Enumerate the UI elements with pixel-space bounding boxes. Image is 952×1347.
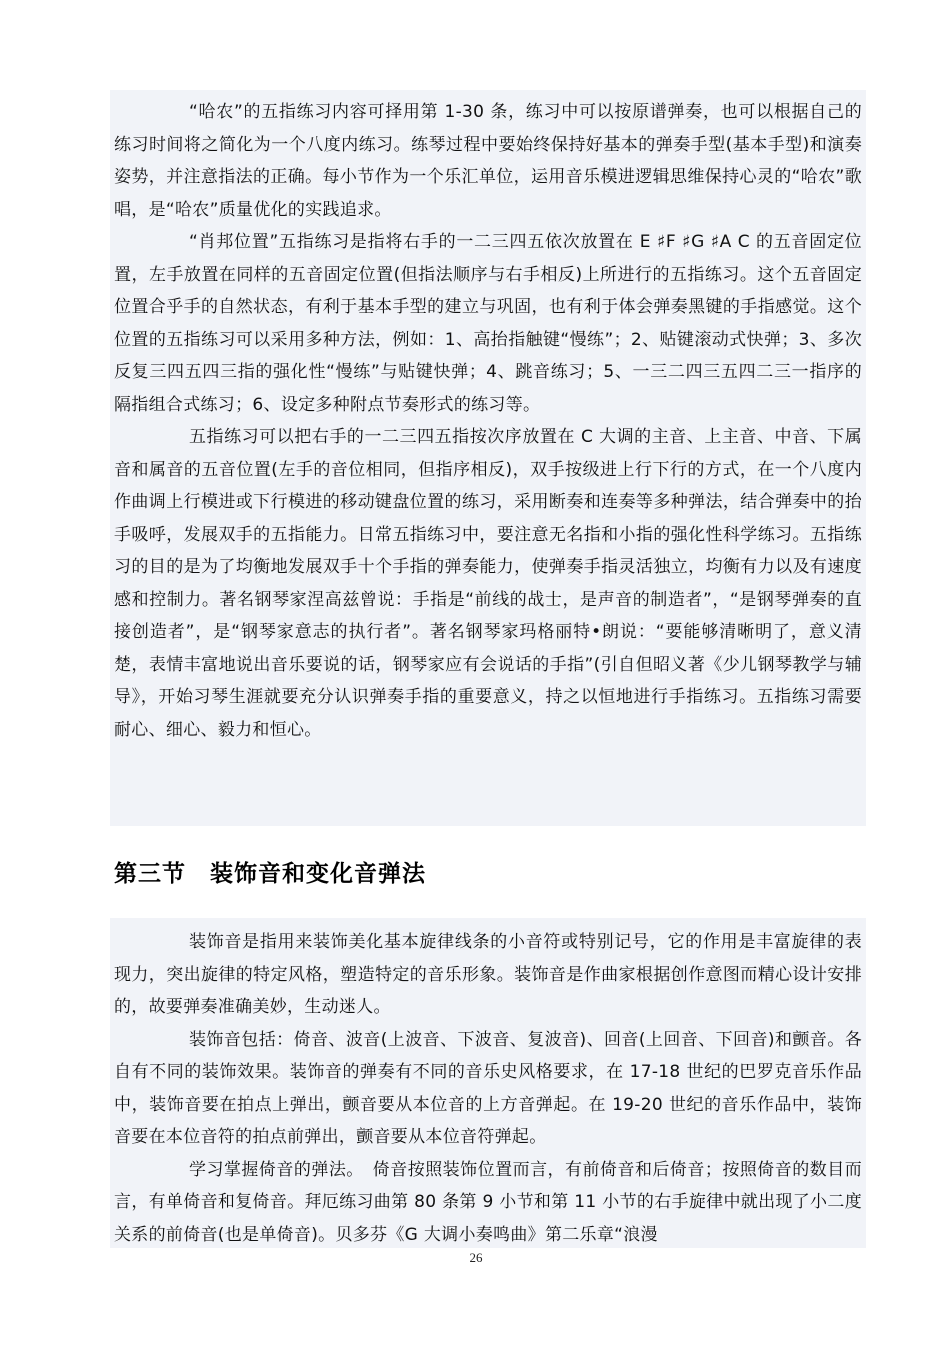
- paragraph: 五指练习可以把右手的一二三四五指按次序放置在 C 大调的主音、上主音、中音、下属音和属音的五音位置(左手的音位相同，但指序相反)，双手按级进上行下行的方式，在一个八度内作曲调上行模进或下行模进的移动键盘位置的练习，采用断奏和连奏等多种弹法，结合弹奏中的抬手吸呼，发展双手的五指能力。日常五指练习中，要注意无名指和小指的强化性科学练习。五指练习的目的是为了均衡地发展双手十个手指的弹奏能力，使弹奏手指灵活独立，均衡有力以及有速度感和控制力。著名钢琴家涅高兹曾说：手指是“前线的战士，是声音的制造者”，“是钢琴弹奏的直接创造者”，是“钢琴家意志的执行者”。著名钢琴家玛格丽特•朗说：“要能够清晰明了，意义清楚，表情丰富地说出音乐要说的话，钢琴家应有会说话的手指”(引自但昭义著《少儿钢琴教学与辅导》，开始习琴生涯就要充分认识弹奏手指的重要意义，持之以恒地进行手指练习。五指练习需要耐心、细心、毅力和恒心。: [114, 427, 862, 740]
- page-number: 26: [469, 1250, 483, 1265]
- paragraph: 装饰音包括：倚音、波音(上波音、下波音、复波音)、回音(上回音、下回音)和颤音。各自有不同的装饰效果。装饰音的弹奏有不同的音乐史风格要求，在 17-18 世纪的巴罗克音乐作品中，装饰音要在拍点上弹出，颤音要从本位音的上方音弹起。在 19-20 世纪的音乐作品中，装饰音要在本位音符的拍点前弹出，颤音要从本位音符弹起。: [114, 1029, 862, 1147]
- paragraph: 装饰音是指用来装饰美化基本旋律线条的小音符或特别记号，它的作用是丰富旋律的表现力，突出旋律的特定风格，塑造特定的音乐形象。装饰音是作曲家根据创作意图而精心设计安排的，故要弹奏准确美妙，生动迷人。: [114, 932, 862, 1017]
- paragraph: “哈农”的五指练习内容可择用第 1-30 条，练习中可以按原谱弹奏，也可以根据自己的练习时间将之简化为一个八度内练习。练琴过程中要始终保持好基本的弹奏手型(基本手型)和演奏姿势，并注意指法的正确。每小节作为一个乐汇单位，运用音乐模进逻辑思维保持心灵的“哈农”歌唱，是“哈农”质量优化的实践追求。: [114, 102, 862, 220]
- paragraph: 学习掌握倚音的弹法。 倚音按照装饰位置而言，有前倚音和后倚音；按照倚音的数目而言，有单倚音和复倚音。拜厄练习曲第 80 条第 9 小节和第 11 小节的右手旋律中就出现了小二度关系的前倚音(也是单倚音)。贝多芬《G 大调小奏鸣曲》第二乐章“浪漫: [114, 1159, 862, 1245]
- paragraph: “肖邦位置”五指练习是指将右手的一二三四五依次放置在 E ♯F ♯G ♯A C 的五音固定位置，左手放置在同样的五音固定位置(但指法顺序与右手相反)上所进行的五指练习。这个五音固定位置合乎手的自然状态，有利于基本手型的建立与巩固，也有利于体会弹奏黑键的手指感觉。这个位置的五指练习可以采用多种方法，例如：1、高抬指触键“慢练”；2、贴键滚动式快弹；3、多次反复三四五四三指的强化性“慢练”与贴键快弹；4、跳音练习；5、一三二四三五四二三一指序的隔指组合式练习；6、设定多种附点节奏形式的练习等。: [114, 232, 862, 415]
- text-block-ornaments: [110, 918, 866, 1248]
- section-heading: 第三节 装饰音和变化音弹法: [114, 861, 426, 887]
- text-block-five-finger-exercises: [110, 90, 866, 826]
